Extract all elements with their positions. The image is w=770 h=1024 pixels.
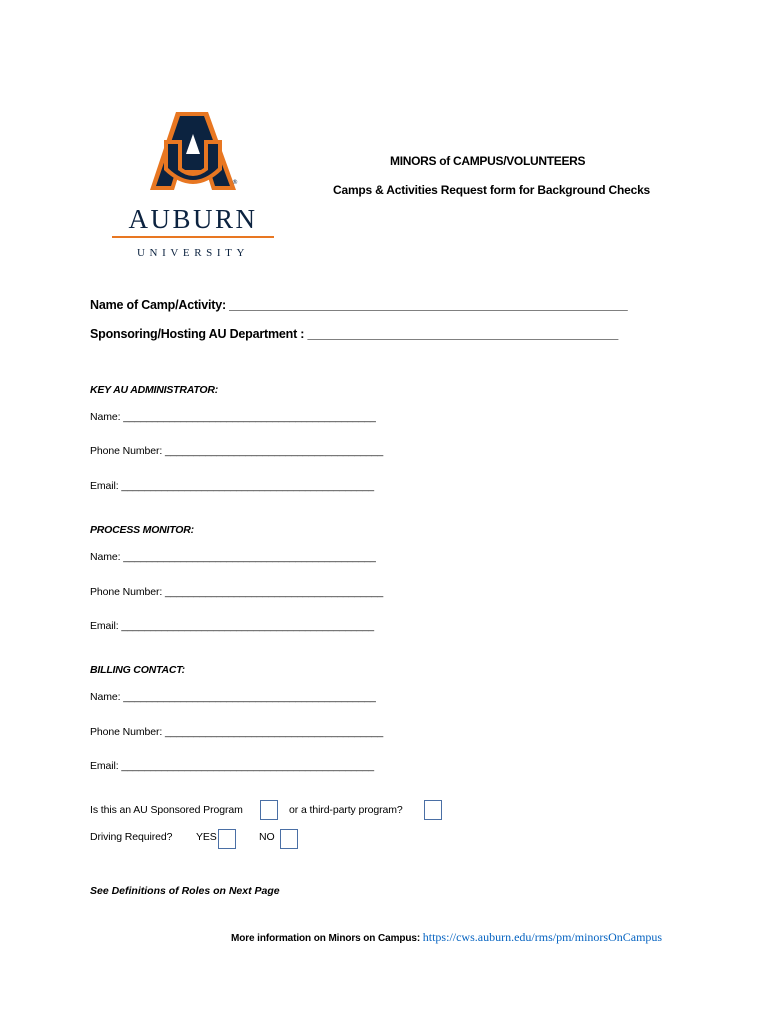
form-subtitle: Camps & Activities Request form for Background Checks bbox=[333, 183, 651, 197]
driving-required-label: Driving Required? bbox=[90, 831, 173, 843]
admin-name-field[interactable]: Name: ____________________________________________ bbox=[90, 411, 376, 423]
definitions-note: See Definitions of Roles on Next Page bbox=[90, 885, 280, 897]
third-party-checkbox[interactable] bbox=[424, 800, 442, 820]
admin-phone-field[interactable]: Phone Number: ______________________________________ bbox=[90, 445, 384, 457]
au-sponsored-checkbox[interactable] bbox=[260, 800, 278, 820]
sponsoring-dept-field[interactable]: Sponsoring/Hosting AU Department : ______________________________________________ bbox=[90, 327, 619, 341]
driving-yes-label: YES bbox=[196, 831, 217, 843]
driving-no-checkbox[interactable] bbox=[280, 829, 298, 849]
driving-yes-checkbox[interactable] bbox=[218, 829, 236, 849]
key-au-administrator-heading: KEY AU ADMINISTRATOR: bbox=[90, 384, 219, 396]
auburn-au-monogram-icon bbox=[146, 110, 240, 192]
au-sponsored-label: Is this an AU Sponsored Program bbox=[90, 804, 243, 816]
logo-divider bbox=[112, 236, 274, 238]
more-info-label: More information on Minors on Campus: bbox=[231, 933, 421, 944]
driving-no-label: NO bbox=[259, 831, 275, 843]
third-party-label: or a third-party program? bbox=[289, 804, 403, 816]
billing-contact-heading: BILLING CONTACT: bbox=[90, 664, 185, 676]
monitor-name-field[interactable]: Name: ____________________________________________ bbox=[90, 551, 376, 563]
auburn-logo bbox=[108, 110, 278, 270]
more-info-line bbox=[231, 930, 662, 945]
logo-subtitle: UNIVERSITY bbox=[137, 247, 249, 259]
billing-email-field[interactable]: Email: ____________________________________________ bbox=[90, 760, 374, 772]
minors-on-campus-link[interactable]: https://cws.auburn.edu/rms/pm/minorsOnCampus bbox=[422, 930, 663, 944]
svg-text:®: ® bbox=[232, 179, 238, 186]
process-monitor-heading: PROCESS MONITOR: bbox=[90, 524, 194, 536]
monitor-email-field[interactable]: Email: ____________________________________________ bbox=[90, 620, 374, 632]
camp-name-field[interactable]: Name of Camp/Activity: ___________________________________________________________ bbox=[90, 298, 628, 312]
billing-name-field[interactable]: Name: ____________________________________________ bbox=[90, 691, 376, 703]
billing-phone-field[interactable]: Phone Number: ______________________________________ bbox=[90, 726, 384, 738]
form-title: MINORS of CAMPUS/VOLUNTEERS bbox=[390, 154, 586, 168]
monitor-phone-field[interactable]: Phone Number: ______________________________________ bbox=[90, 586, 384, 598]
admin-email-field[interactable]: Email: ____________________________________________ bbox=[90, 480, 374, 492]
logo-wordmark: AUBURN bbox=[128, 204, 258, 234]
